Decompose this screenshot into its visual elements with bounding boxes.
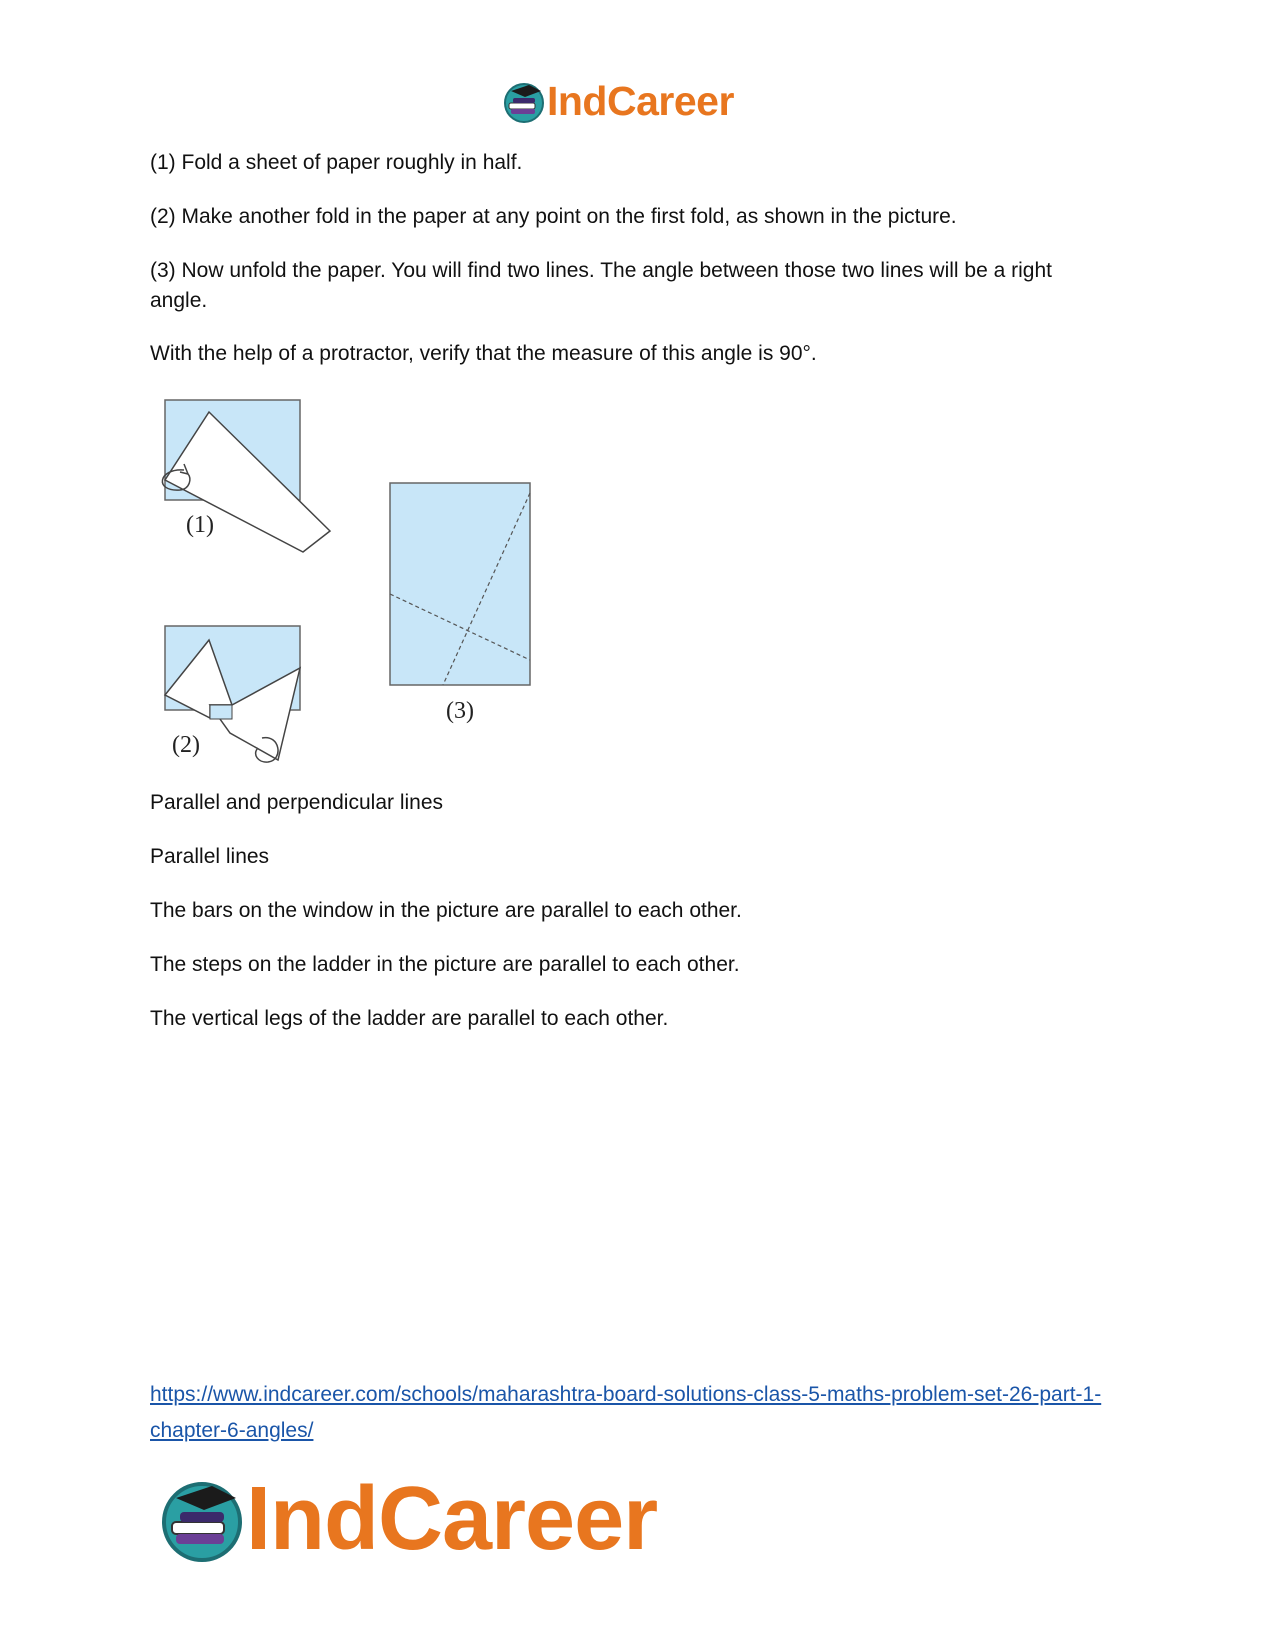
graduation-book-icon [160,1478,244,1562]
paragraph-step-2: (2) Make another fold in the paper at any point on the first fold, as shown in the picture. [150,205,957,228]
paragraph-window-bars: The bars on the window in the picture are parallel to each other. [150,899,742,922]
footer-logo-text: IndCareer [246,1469,658,1569]
section-heading-parallel-perpendicular: Parallel and perpendicular lines [150,791,444,814]
header-logo-text: IndCareer [547,78,734,124]
paragraph-step-3: (3) Now unfold the paper. You will find two lines. The angle between those two lines will be a right angle. [150,259,1052,312]
subheading-parallel-lines: Parallel lines [150,845,270,868]
paper-folding-figure [150,398,550,783]
paragraph-step-1: (1) Fold a sheet of paper roughly in half. [150,151,523,174]
source-url-link[interactable]: https://www.indcareer.com/schools/maharashtra-board-solutions-class-5-maths-problem-set-26-part-1-chapter-6-angles/ [150,1383,1102,1442]
fold-step-1-label: (1) [186,512,214,538]
footer-logo [160,1468,657,1571]
unfolded-paper-drawing [390,483,530,685]
paragraph-ladder-legs: The vertical legs of the ladder are parallel to each other. [150,1007,669,1030]
unfolded-paper-label: (3) [446,698,474,724]
header-logo [503,78,734,125]
paragraph-ladder-steps: The steps on the ladder in the picture are parallel to each other. [150,953,740,976]
fold-step-2-label: (2) [172,732,200,758]
graduation-book-icon [503,81,545,123]
paragraph-verify: With the help of a protractor, verify that the measure of this angle is 90°. [150,342,817,365]
